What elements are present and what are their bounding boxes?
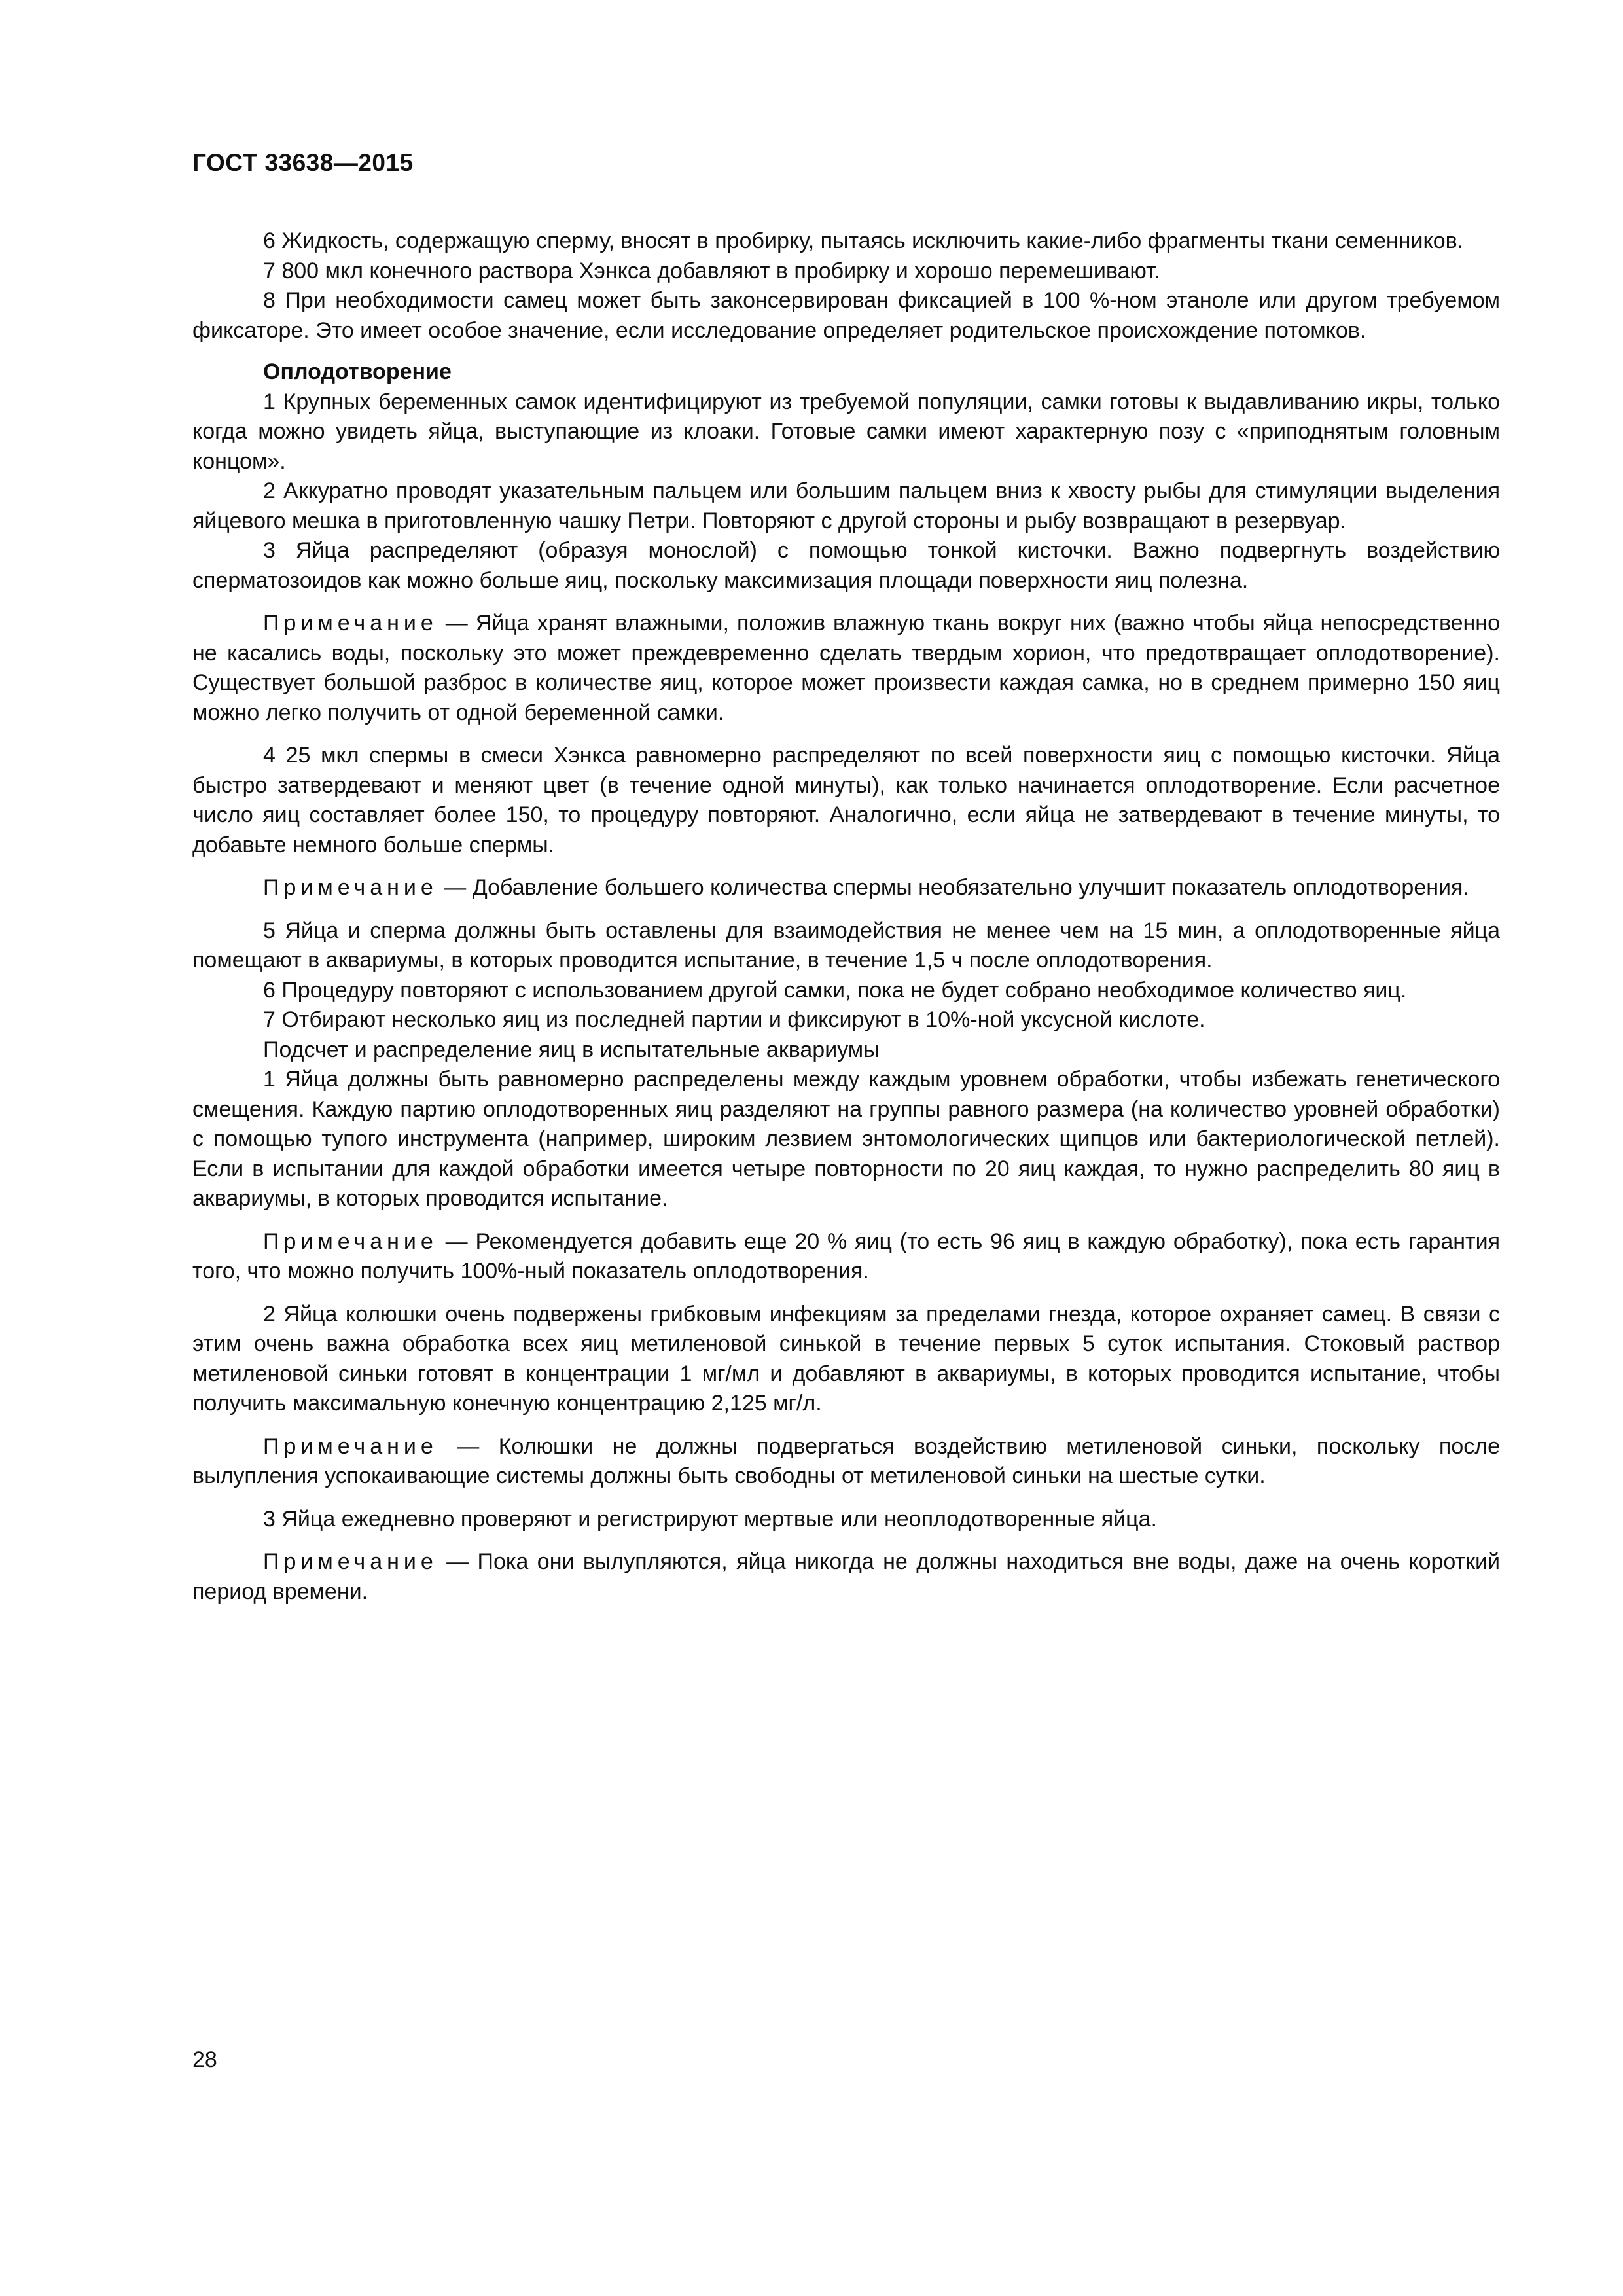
document-header: ГОСТ 33638—2015 xyxy=(192,149,414,176)
paragraph: 6 Жидкость, содержащую сперму, вносят в пробирку, пытаясь исключить какие-либо фрагменты ткани семенников. xyxy=(263,228,1464,253)
note-text: — Яйца хранят влажными, положив влажную ткань вокруг них (важно чтобы яйца непосредственно не касались воды, поскольку это может преждевременно сделать твердым хорион, что предотвращает оплодотворение). Существует большой разброс в количестве яиц, которое может произвести каждая самка, но в среднем примерно 150 яиц можно легко получить от одной беременной самки. xyxy=(192,611,1500,725)
subsection-title: Подсчет и распределение яиц в испытательные аквариумы xyxy=(263,1037,880,1062)
note-label: Примечание xyxy=(263,1433,438,1459)
note-paragraph xyxy=(192,609,1500,728)
page-number: 28 xyxy=(192,2047,217,2072)
note-label: Примечание xyxy=(263,1549,438,1574)
note-paragraph xyxy=(192,1432,1500,1492)
paragraph: 7 800 мкл конечного раствора Хэнкса добавляют в пробирку и хорошо перемешивают. xyxy=(263,258,1160,283)
note-paragraph xyxy=(192,873,1500,903)
paragraph: 4 25 мкл спермы в смеси Хэнкса равномерно распределяют по всей поверхности яиц с помощью кисточки. Яйца быстро затвердевают и меняют цвет (в течение одной минуты), как только начинается оплодотворение. Если расчетное число яиц составляет более 150, то процедуру повторяют. Аналогично, если яйца не затвердевают в течение минуты, то добавьте немного больше спермы. xyxy=(192,743,1500,857)
note-text: — Добавление большего количества спермы необязательно улучшит показатель оплодотворения. xyxy=(437,875,1469,900)
paragraph: 1 Яйца должны быть равномерно распределены между каждым уровнем обработки, чтобы избежать генетического смещения. Каждую партию оплодотворенных яиц разделяют на группы равного размера (на количество уровней обработки) с помощью тупого инструмента (например, широким лезвием энтомологических щипцов или бактериологической петлей). Если в испытании для каждой обработки имеется четыре повторности по 20 яиц каждая, то нужно распределить 80 яиц в аквариумы, в которых проводится испытание. xyxy=(192,1067,1500,1211)
paragraph: 7 Отбирают несколько яиц из последней партии и фиксируют в 10%-ной уксусной кислоте. xyxy=(263,1007,1205,1032)
note-text: — Рекомендуется добавить еще 20 % яиц (то есть 96 яиц в каждую обработку), пока есть гарантия того, что можно получить 100%-ный показатель оплодотворения. xyxy=(192,1229,1500,1283)
document-body xyxy=(192,226,1500,1620)
note-text: — Пока они вылупляются, яйца никогда не должны находиться вне воды, даже на очень короткий период времени. xyxy=(192,1549,1500,1604)
note-label: Примечание xyxy=(263,875,438,900)
paragraph: 2 Яйца колюшки очень подвержены грибковым инфекциям за пределами гнезда, которое охраняет самец. В связи с этим очень важна обработка всех яиц метиленовой синькой в течение первых 5 суток испытания. Стоковый раствор метиленовой синьки готовят в концентрации 1 мг/мл и добавляют в аквариумы, в которых проводится испытание, чтобы получить максимальную конечную концентрацию 2,125 мг/л. xyxy=(192,1301,1500,1416)
note-text: — Колюшки не должны подвергаться воздействию метиленовой синьки, поскольку после вылупления успокаивающие системы должны быть свободны от метиленовой синьки на шестые сутки. xyxy=(192,1433,1500,1488)
paragraph: 6 Процедуру повторяют с использованием другой самки, пока не будет собрано необходимое количество яиц. xyxy=(263,977,1407,1003)
paragraph: 5 Яйца и сперма должны быть оставлены для взаимодействия не менее чем на 15 мин, а оплодотворенные яйца помещают в аквариумы, в которых проводится испытание, в течение 1,5 ч после оплодотворения. xyxy=(192,918,1500,973)
note-label: Примечание xyxy=(263,1229,438,1254)
note-paragraph xyxy=(192,1227,1500,1287)
paragraph: 3 Яйца распределяют (образуя монослой) с помощью тонкой кисточки. Важно подвергнуть воздействию сперматозоидов как можно больше яиц, поскольку максимизация площади поверхности яиц полезна. xyxy=(192,538,1500,593)
section-heading: Оплодотворение xyxy=(263,359,452,384)
paragraph: 3 Яйца ежедневно проверяют и регистрируют мертвые или неоплодотворенные яйца. xyxy=(263,1506,1157,1532)
paragraph: 2 Аккуратно проводят указательным пальцем или большим пальцем вниз к хвосту рыбы для стимуляции выделения яйцевого мешка в приготовленную чашку Петри. Повторяют с другой стороны и рыбу возвращают в резервуар. xyxy=(192,478,1500,533)
paragraph: 1 Крупных беременных самок идентифицируют из требуемой популяции, самки готовы к выдавливанию икры, только когда можно увидеть яйца, выступающие из клоаки. Готовые самки имеют характерную позу с «приподнятым головным концом». xyxy=(192,389,1500,474)
note-paragraph xyxy=(192,1547,1500,1607)
paragraph: 8 При необходимости самец может быть законсервирован фиксацией в 100 %-ном этаноле или другом требуемом фиксаторе. Это имеет особое значение, если исследование определяет родительское происхождение потомков. xyxy=(192,288,1500,343)
note-label: Примечание xyxy=(263,611,438,636)
